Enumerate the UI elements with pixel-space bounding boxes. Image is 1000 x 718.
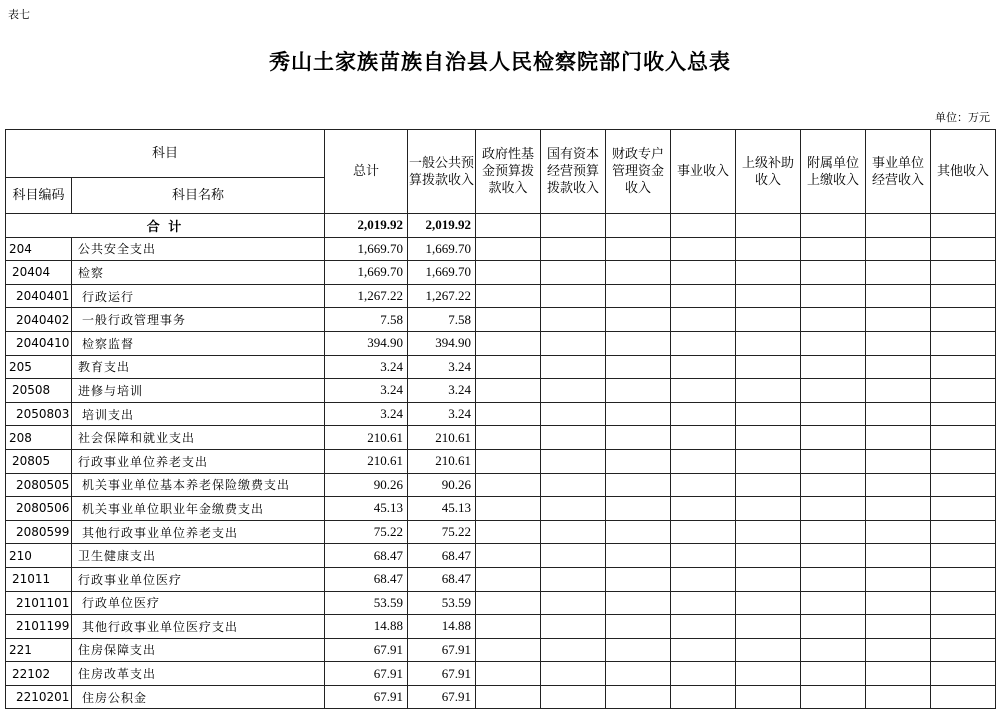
subject-name-cell: 住房保障支出: [72, 638, 325, 662]
header-operating-income: 事业单位经营收入: [866, 130, 931, 214]
general-budget-cell: 67.91: [408, 685, 476, 709]
header-other-income: 其他收入: [931, 130, 996, 214]
empty-cell: [671, 379, 736, 403]
empty-cell: [541, 497, 606, 521]
empty-cell: [866, 261, 931, 285]
empty-cell: [931, 520, 996, 544]
empty-cell: [801, 308, 866, 332]
empty-cell: [476, 331, 541, 355]
subject-name-cell: 卫生健康支出: [72, 544, 325, 568]
empty-cell: [931, 544, 996, 568]
empty-cell: [671, 615, 736, 639]
empty-cell: [671, 449, 736, 473]
subject-code-cell: 2080599: [6, 520, 72, 544]
empty-cell: [931, 308, 996, 332]
empty-cell: [736, 237, 801, 261]
empty-cell: [866, 331, 931, 355]
subject-code-cell: 2040410: [6, 331, 72, 355]
table-row: [6, 426, 996, 450]
empty-cell: [606, 449, 671, 473]
subject-code-cell: 2080506: [6, 497, 72, 521]
empty-cell: [736, 497, 801, 521]
subject-name-cell: 住房改革支出: [72, 662, 325, 686]
empty-cell: [931, 379, 996, 403]
subject-code-cell: 210: [6, 544, 72, 568]
general-budget-cell: 210.61: [408, 449, 476, 473]
general-budget-cell: 3.24: [408, 379, 476, 403]
total-cell: 45.13: [325, 497, 408, 521]
empty-cell: [671, 662, 736, 686]
empty-cell: [606, 638, 671, 662]
total-cell: 68.47: [325, 544, 408, 568]
header-state-capital: 国有资本经营预算拨款收入: [541, 130, 606, 214]
total-cell: 67.91: [325, 685, 408, 709]
income-summary-table: [5, 129, 996, 709]
subject-name-cell: 进修与培训: [72, 379, 325, 403]
empty-cell: [541, 662, 606, 686]
subject-code-cell: 2210201: [6, 685, 72, 709]
empty-cell: [866, 520, 931, 544]
total-cell: 1,669.70: [325, 237, 408, 261]
table-row: [6, 473, 996, 497]
subject-name-cell: 行政事业单位医疗: [72, 567, 325, 591]
table-row: [6, 402, 996, 426]
header-fiscal-account: 财政专户管理资金收入: [606, 130, 671, 214]
subject-name-cell: 其他行政事业单位养老支出: [72, 520, 325, 544]
empty-cell: [476, 355, 541, 379]
empty-cell: [671, 567, 736, 591]
empty-cell: [801, 497, 866, 521]
empty-cell: [801, 520, 866, 544]
empty-cell: [801, 331, 866, 355]
empty-cell: [606, 497, 671, 521]
empty-cell: [541, 567, 606, 591]
general-budget-cell: 68.47: [408, 544, 476, 568]
empty-cell: [671, 685, 736, 709]
total-cell: 2,019.92: [325, 214, 408, 238]
empty-cell: [931, 261, 996, 285]
total-cell: 53.59: [325, 591, 408, 615]
empty-cell: [736, 662, 801, 686]
empty-cell: [801, 591, 866, 615]
table-row: [6, 591, 996, 615]
subject-code-cell: 2080505: [6, 473, 72, 497]
empty-cell: [671, 638, 736, 662]
empty-cell: [736, 355, 801, 379]
empty-cell: [476, 261, 541, 285]
empty-cell: [866, 497, 931, 521]
empty-cell: [606, 473, 671, 497]
general-budget-cell: 53.59: [408, 591, 476, 615]
empty-cell: [801, 615, 866, 639]
empty-cell: [476, 426, 541, 450]
subject-name-cell: 一般行政管理事务: [72, 308, 325, 332]
empty-cell: [671, 426, 736, 450]
table-row: [6, 520, 996, 544]
general-budget-cell: 45.13: [408, 497, 476, 521]
empty-cell: [931, 591, 996, 615]
table-row: [6, 331, 996, 355]
empty-cell: [541, 308, 606, 332]
empty-cell: [476, 544, 541, 568]
total-row: [6, 214, 996, 238]
empty-cell: [736, 591, 801, 615]
empty-cell: [476, 473, 541, 497]
empty-cell: [866, 544, 931, 568]
general-budget-cell: 75.22: [408, 520, 476, 544]
empty-cell: [541, 426, 606, 450]
empty-cell: [931, 237, 996, 261]
empty-cell: [476, 449, 541, 473]
empty-cell: [606, 331, 671, 355]
empty-cell: [866, 402, 931, 426]
empty-cell: [541, 520, 606, 544]
subject-name-cell: 行政事业单位养老支出: [72, 449, 325, 473]
empty-cell: [541, 331, 606, 355]
empty-cell: [866, 355, 931, 379]
empty-cell: [476, 402, 541, 426]
general-budget-cell: 14.88: [408, 615, 476, 639]
total-cell: 14.88: [325, 615, 408, 639]
table-number-label: 表七: [8, 8, 30, 21]
general-budget-cell: 1,267.22: [408, 284, 476, 308]
empty-cell: [606, 685, 671, 709]
unit-label: 单位：万元: [935, 111, 990, 124]
total-cell: 1,669.70: [325, 261, 408, 285]
empty-cell: [671, 497, 736, 521]
empty-cell: [866, 567, 931, 591]
table-row: [6, 449, 996, 473]
subject-code-cell: 22102: [6, 662, 72, 686]
empty-cell: [931, 402, 996, 426]
general-budget-cell: 3.24: [408, 402, 476, 426]
total-cell: 3.24: [325, 402, 408, 426]
empty-cell: [736, 261, 801, 285]
total-cell: 3.24: [325, 355, 408, 379]
empty-cell: [606, 284, 671, 308]
empty-cell: [476, 308, 541, 332]
empty-cell: [476, 638, 541, 662]
subject-code-cell: 20404: [6, 261, 72, 285]
header-affiliated-unit: 附属单位上缴收入: [801, 130, 866, 214]
empty-cell: [606, 520, 671, 544]
empty-cell: [801, 544, 866, 568]
empty-cell: [931, 449, 996, 473]
table-row: [6, 544, 996, 568]
table-row: [6, 662, 996, 686]
subject-code-cell: 205: [6, 355, 72, 379]
empty-cell: [671, 284, 736, 308]
empty-cell: [671, 261, 736, 285]
general-budget-cell: 7.58: [408, 308, 476, 332]
empty-cell: [866, 426, 931, 450]
total-cell: 90.26: [325, 473, 408, 497]
empty-cell: [866, 379, 931, 403]
empty-cell: [476, 662, 541, 686]
subject-name-cell: 社会保障和就业支出: [72, 426, 325, 450]
empty-cell: [866, 308, 931, 332]
empty-cell: [801, 237, 866, 261]
empty-cell: [736, 473, 801, 497]
empty-cell: [931, 284, 996, 308]
empty-cell: [736, 685, 801, 709]
empty-cell: [801, 426, 866, 450]
page-title: 秀山土家族苗族自治县人民检察院部门收入总表: [269, 49, 731, 74]
subject-name-cell: 机关事业单位基本养老保险缴费支出: [72, 473, 325, 497]
subject-name-cell: 机关事业单位职业年金缴费支出: [72, 497, 325, 521]
subject-code-cell: 2040401: [6, 284, 72, 308]
general-budget-cell: 68.47: [408, 567, 476, 591]
empty-cell: [801, 261, 866, 285]
general-budget-cell: 3.24: [408, 355, 476, 379]
total-cell: 75.22: [325, 520, 408, 544]
subject-code-cell: 2101101: [6, 591, 72, 615]
subject-name-cell: 公共安全支出: [72, 237, 325, 261]
subject-code-cell: 21011: [6, 567, 72, 591]
empty-cell: [736, 567, 801, 591]
empty-cell: [866, 591, 931, 615]
empty-cell: [606, 355, 671, 379]
empty-cell: [671, 355, 736, 379]
subject-name-cell: 检察监督: [72, 331, 325, 355]
empty-cell: [801, 402, 866, 426]
empty-cell: [801, 685, 866, 709]
empty-cell: [931, 567, 996, 591]
empty-cell: [736, 544, 801, 568]
empty-cell: [606, 237, 671, 261]
empty-cell: [801, 284, 866, 308]
table-row: [6, 355, 996, 379]
empty-cell: [541, 355, 606, 379]
header-gov-fund: 政府性基金预算拨款收入: [476, 130, 541, 214]
empty-cell: [931, 331, 996, 355]
total-cell: 68.47: [325, 567, 408, 591]
empty-cell: [606, 379, 671, 403]
empty-cell: [801, 567, 866, 591]
empty-cell: [606, 402, 671, 426]
subject-code-cell: 2040402: [6, 308, 72, 332]
empty-cell: [476, 497, 541, 521]
empty-cell: [606, 261, 671, 285]
empty-cell: [541, 402, 606, 426]
empty-cell: [476, 567, 541, 591]
empty-cell: [801, 355, 866, 379]
subject-name-cell: 其他行政事业单位医疗支出: [72, 615, 325, 639]
empty-cell: [866, 449, 931, 473]
table-row: [6, 237, 996, 261]
total-cell: 7.58: [325, 308, 408, 332]
header-total: 总计: [325, 130, 408, 214]
table-row: [6, 615, 996, 639]
empty-cell: [671, 331, 736, 355]
general-budget-cell: 394.90: [408, 331, 476, 355]
empty-cell: [606, 544, 671, 568]
table-row: [6, 638, 996, 662]
empty-cell: [736, 638, 801, 662]
empty-cell: [801, 449, 866, 473]
empty-cell: [866, 685, 931, 709]
empty-cell: [541, 284, 606, 308]
empty-cell: [866, 237, 931, 261]
empty-cell: [931, 662, 996, 686]
empty-cell: [541, 544, 606, 568]
empty-cell: [671, 520, 736, 544]
subject-code-cell: 204: [6, 237, 72, 261]
subject-name-cell: 检察: [72, 261, 325, 285]
empty-cell: [476, 237, 541, 261]
empty-cell: [931, 426, 996, 450]
empty-cell: [736, 402, 801, 426]
total-cell: 67.91: [325, 662, 408, 686]
subject-code-cell: 2101199: [6, 615, 72, 639]
empty-cell: [671, 308, 736, 332]
header-business-income: 事业收入: [671, 130, 736, 214]
subject-name-cell: 教育支出: [72, 355, 325, 379]
empty-cell: [476, 379, 541, 403]
general-budget-cell: 1,669.70: [408, 237, 476, 261]
subject-name-cell: 住房公积金: [72, 685, 325, 709]
empty-cell: [866, 615, 931, 639]
general-budget-cell: 2,019.92: [408, 214, 476, 238]
empty-cell: [541, 638, 606, 662]
empty-cell: [476, 615, 541, 639]
total-cell: 210.61: [325, 449, 408, 473]
empty-cell: [931, 638, 996, 662]
table-row: [6, 567, 996, 591]
empty-cell: [866, 284, 931, 308]
total-cell: 1,267.22: [325, 284, 408, 308]
header-superior-subsidy: 上级补助收入: [736, 130, 801, 214]
empty-cell: [606, 567, 671, 591]
empty-cell: [606, 615, 671, 639]
empty-cell: [801, 638, 866, 662]
total-cell: 394.90: [325, 331, 408, 355]
subject-code-cell: 20508: [6, 379, 72, 403]
table-row: [6, 284, 996, 308]
empty-cell: [801, 473, 866, 497]
empty-cell: [931, 615, 996, 639]
empty-cell: [541, 237, 606, 261]
total-cell: 210.61: [325, 426, 408, 450]
empty-cell: [736, 379, 801, 403]
empty-cell: [931, 685, 996, 709]
empty-cell: [931, 473, 996, 497]
empty-cell: [606, 426, 671, 450]
empty-cell: [801, 662, 866, 686]
empty-cell: [866, 662, 931, 686]
empty-cell: [541, 449, 606, 473]
header-subject-name: 科目名称: [72, 178, 325, 214]
empty-cell: [671, 544, 736, 568]
total-cell: 3.24: [325, 379, 408, 403]
empty-cell: [671, 473, 736, 497]
empty-cell: [931, 355, 996, 379]
table-row: [6, 308, 996, 332]
table-row: [6, 497, 996, 521]
total-cell: 67.91: [325, 638, 408, 662]
general-budget-cell: 210.61: [408, 426, 476, 450]
empty-cell: [866, 638, 931, 662]
total-label: 合 计: [6, 214, 325, 238]
table-row: [6, 261, 996, 285]
empty-cell: [736, 284, 801, 308]
empty-cell: [541, 379, 606, 403]
empty-cell: [736, 615, 801, 639]
empty-cell: [736, 449, 801, 473]
table-row: [6, 379, 996, 403]
empty-cell: [476, 284, 541, 308]
general-budget-cell: 90.26: [408, 473, 476, 497]
empty-cell: [671, 591, 736, 615]
subject-code-cell: 2050803: [6, 402, 72, 426]
empty-cell: [606, 591, 671, 615]
empty-cell: [736, 308, 801, 332]
empty-cell: [476, 520, 541, 544]
empty-cell: [541, 473, 606, 497]
subject-name-cell: 行政单位医疗: [72, 591, 325, 615]
empty-cell: [541, 615, 606, 639]
header-subject-code: 科目编码: [6, 178, 72, 214]
empty-cell: [671, 237, 736, 261]
subject-code-cell: 208: [6, 426, 72, 450]
empty-cell: [476, 591, 541, 615]
subject-name-cell: 行政运行: [72, 284, 325, 308]
empty-cell: [476, 685, 541, 709]
subject-code-cell: 20805: [6, 449, 72, 473]
empty-cell: [541, 261, 606, 285]
empty-cell: [801, 379, 866, 403]
general-budget-cell: 1,669.70: [408, 261, 476, 285]
empty-cell: [931, 497, 996, 521]
header-general-budget: 一般公共预算拨款收入: [408, 130, 476, 214]
subject-name-cell: 培训支出: [72, 402, 325, 426]
empty-cell: [541, 685, 606, 709]
empty-cell: [606, 662, 671, 686]
empty-cell: [736, 426, 801, 450]
subject-code-cell: 221: [6, 638, 72, 662]
empty-cell: [541, 591, 606, 615]
general-budget-cell: 67.91: [408, 638, 476, 662]
empty-cell: [671, 402, 736, 426]
empty-cell: [736, 331, 801, 355]
general-budget-cell: 67.91: [408, 662, 476, 686]
empty-cell: [736, 520, 801, 544]
header-subject: 科目: [6, 130, 325, 178]
empty-cell: [606, 308, 671, 332]
empty-cell: [866, 473, 931, 497]
table-row: [6, 685, 996, 709]
